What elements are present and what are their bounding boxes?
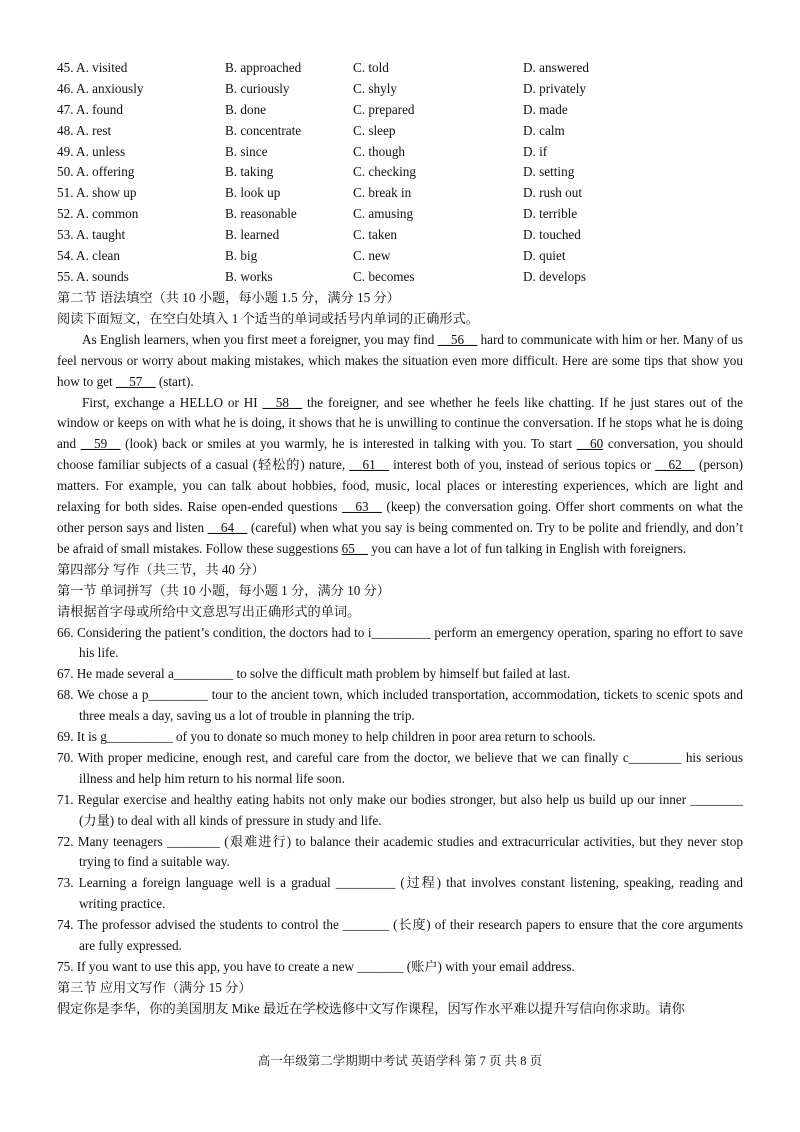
option-row: 54. A. clean B. big C. new D. quiet [57,248,566,264]
question-74: 74. The professor advised the students to control the _______ (长度) of their research papers to ensure that the core arguments are fully expressed. [57,917,743,954]
blank-60: __60 [576,436,604,452]
question-66: 66. Considering the patient’s condition, the doctors had to i_________ perform an emergency operation, sparing no effort to save his life. [57,624,743,661]
option-row: 45. A. visited B. approached C. told D. answered [57,60,589,75]
section-heading: 第三节 应用文写作（满分 15 分） [57,979,252,995]
section-instruction: 阅读下面短文，在空白处填入 1 个适当的单词或括号内单词的正确形式。 [57,310,479,326]
question-72: 72. Many teenagers ________ (艰难进行) to balance their academic studies and extracurricular activities, but they never stop trying to find a suitable way. [57,833,743,870]
blank-61: __61__ [349,457,389,473]
exam-body [57,288,743,1020]
blank-59: __59__ [80,436,121,452]
question-67: 67. He made several a_________ to solve the difficult math problem by himself but failed at last. [57,666,571,682]
option-row: 52. A. common B. reasonable C. amusing D. terrible [57,206,578,222]
blank-56: __56__ [437,331,478,347]
option-row: 51. A. show up B. look up C. break in D. rush out [57,185,582,201]
page-footer: 高一年级第二学期期中考试 英语学科 第 7 页 共 8 页 [257,1054,543,1068]
passage-paragraph-1: As English learners, when you first meet a foreigner, you may find __56__ hard to communicate with him or her. Many of us feel nervous or worry about making mistakes, which makes the situation even more difficult. Here are some tips that show you how to get __57__ (start). [57,331,744,389]
question-75: 75. If you want to use this app, you have to create a new _______ (账户) with your email address. [57,959,575,974]
option-row: 50. A. offering B. taking C. checking D. setting [57,164,575,180]
blank-65: 65__ [341,540,368,556]
option-row: 53. A. taught B. learned C. taken D. touched [57,227,581,243]
answer-options [57,58,757,288]
option-row: 47. A. found B. done C. prepared D. made [57,101,568,117]
blank-62: __62__ [655,457,695,473]
blank-58: __58__ [262,394,303,410]
writing-prompt: 假定你是李华，你的美国朋友 Mike 最近在学校选修中文写作课程，因写作水平难以提升写信向你求助。请你 [57,1000,685,1016]
blank-64: __64__ [207,519,248,535]
blank-63: __63__ [342,499,382,515]
question-68: 68. We chose a p_________ tour to the ancient town, which included transportation, accommodation, tickets to scenic spots and three meals a day, saving us a lot of trouble in planning the trip. [57,687,743,724]
question-71: 71. Regular exercise and healthy eating habits not only make our bodies stronger, but also help us build up our inner ________ (力量) to deal with all kinds of pressure in study and life. [57,791,743,828]
option-row: 49. A. unless B. since C. though D. if [57,143,548,159]
question-69: 69. It is g__________ of you to donate so much money to help children in poor area return to schools. [57,729,596,745]
blank-57: __57__ [115,373,156,389]
option-row: 46. A. anxiously B. curiously C. shyly D. privately [57,80,586,96]
section-heading: 第二节 语法填空（共 10 小题，每小题 1.5 分，满分 15 分） [57,290,400,305]
option-row: 48. A. rest B. concentrate C. sleep D. calm [57,122,565,138]
question-73: 73. Learning a foreign language well is a gradual _________ (过程) that involves constant listening, speaking, reading and writing practice. [57,875,743,912]
part-heading: 第四部分 写作（共三节，共 40 分） [57,561,265,577]
section-heading: 第一节 单词拼写（共 10 小题，每小题 1 分，满分 10 分） [57,582,390,598]
passage-paragraph-2: First, exchange a HELLO or HI __58__ the foreigner, and see whether he feels like chatting. If he just stares out of the window or keeps on with what he is doing, it shows that he is unwilling to continue the conversation. If he stops what he is doing and __59__ (look) back or smiles at you warmly, he is interested in talking with you. To start __60 conversation, you should choose familiar subjects of a casual (轻松的) nature, __61__ interest both of you, instead of serious topics or __62__ (person) matters. For example, you can talk about hobbies, food, music, local places or interesting experiences, which are light and relaxing for both sides. Raise open-ended questions __63__ (keep) the conversation going. Offer short comments on what the other person says and listen __64__ (careful) when what you say is being commented on. Try to be polite and friendly, and don’t be afraid of small mistakes. Follow these suggestions 65__ you can have a lot of fun talking in English with foreigners. [57,394,744,556]
section-instruction: 请根据首字母或所给中文意思写出正确形式的单词。 [57,603,361,619]
option-row: 55. A. sounds B. works C. becomes D. develops [57,268,586,284]
question-70: 70. With proper medicine, enough rest, and careful care from the doctor, we believe that we can finally c________ his serious illness and help him return to his normal life soon. [57,749,743,786]
